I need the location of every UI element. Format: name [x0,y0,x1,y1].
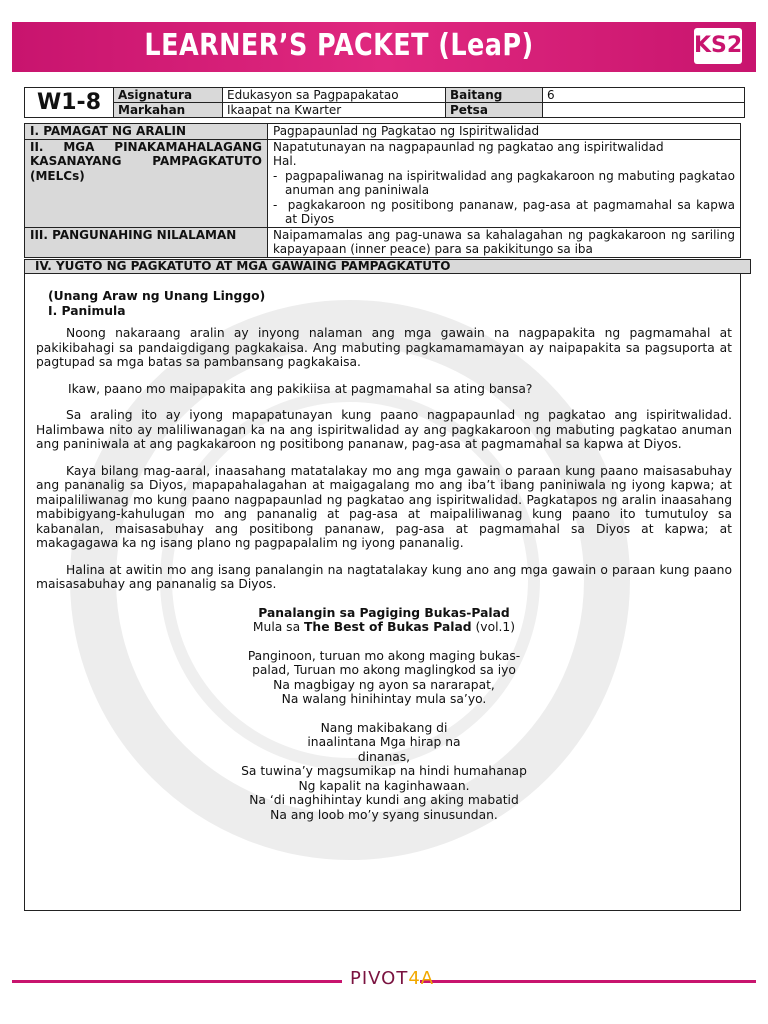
week-code: W1-8 [25,88,114,118]
stanza-2-line: Nang makibakang di [320,720,448,735]
melc-item: - pagkakaroon ng positibong pananaw, pag-asa at pagmamahal sa kapwa at Diyos [273,198,735,227]
melc-item: - pagpapaliwanag na ispiritwalidad ang pagkakaroon ng mabuting pagkatao anuman ang paniniwala [273,169,735,198]
stanza-2-line: dinanas, [357,749,411,764]
packet-title: LEARNER’S PACKET (LeaP) [144,28,534,63]
stanza-1-line: Panginoon, turuan mo akong maging bukas- [247,648,521,663]
paragraph-2: Ikaw, paano mo maipapakita ang pakikiisa at pagmamahal sa ating bansa? [68,381,533,396]
ks-badge: KS2 [694,28,742,64]
baitang-label: Baitang [446,88,543,103]
section-iv-content [36,289,732,822]
petsa-label: Petsa [446,103,543,118]
melc-label-text: II. MGA PINAKAMAHALAGANG KASANAYANG PAMPAGKATUTO (MELCs) [30,139,262,183]
footer-line-left [12,980,342,983]
pivot-logo [350,968,435,989]
source-title: The Best of Bukas Palad [304,620,472,634]
asignatura-label: Asignatura [114,88,223,103]
nilalaman-label: III. PANGUNAHING NILALAMAN [25,227,268,257]
footer-line-right [420,980,756,983]
asignatura-value: Edukasyon sa Pagpapakatao [223,88,446,103]
section-iv-heading: IV. YUGTO NG PAGKATUTO AT MGA GAWAING PAMPAGKATUTO [24,259,751,274]
markahan-label: Markahan [114,103,223,118]
paragraph-4: Kaya bilang mag-aaral, inaasahang matatalakay mo ang mga gawain o paraan kung paano maisasabuhay ang pananalig sa Diyos, mapapahalagahan at maigagalang mo ang iba’t ibang paniniwala ng iyong kapwa; at maipaliliwanag mo kung paano nagpapaunlad ng pagkatao ang ispiritwalidad. Pagkatapos ng aralin inaasahang mabibigyang-kahulugan mo ang pananalig at pag-asa at maipaliliwanag kung paano ito tumutuloy sa kabanalan, maisasabuhay ang positibong pananaw, pag-asa at pagmamahal sa Diyos at kapwa; at makagagawa ka ng isang plano ng pagpapalalim ng iyong pananalig. [36,463,732,550]
paragraph-3: Sa araling ito ay iyong mapapatunayan kung paano nagpapaunlad ng pagkatao ang ispiritwalidad. Halimbawa nito ay maliliwanagan ka na ang ispiritwalidad ay ang pagkakaroon ng mabuting pagkatao anuman ang paniniwala at ang pagkakaroon ng positibong pananaw, pag-asa at pagmamahal sa kapwa at Diyos. [36,408,732,451]
markahan-value: Ikaapat na Kwarter [223,103,446,118]
pamagat-label: I. PAMAGAT NG ARALIN [25,124,268,140]
stanza-1-line: palad, Turuan mo akong maglingkod sa iyo [252,663,516,677]
melc-label [25,139,268,227]
paragraph-5: Halina at awitin mo ang isang panalangin na nagtatalakay kung ano ang mga gawain o paraan kung paano maisasabuhay ang pananalig sa Diyos. [36,562,732,591]
petsa-value [543,103,745,118]
lesson-table [24,123,741,258]
pamagat-value: Pagpapaunlad ng Pagkatao ng Ispiritwalidad [268,124,741,140]
melc-value [268,139,741,227]
pivot-logo-text: PIVOT [350,968,409,989]
stanza-2-line: inaalintana Mga hirap na [307,735,461,749]
nilalaman-value: Naipamamalas ang pag-unawa sa kahalagahan ng pagkakaroon ng sariling kapayapaan (inner peace) para sa pakikitungo sa iba [268,227,741,257]
stanza-1-line: Na magbigay ng ayon sa nararapat, [273,677,495,692]
song-source [36,620,732,635]
day-label: (Unang Araw ng Unang Linggo) [48,289,266,303]
stanza-2-line: Na ‘di naghihintay kundi ang aking mabatid [249,793,519,807]
source-suffix: (vol.1) [471,620,516,634]
paragraph-1: Noong nakaraang aralin ay inyong nalaman ang mga gawain na nagpapakita ng pagmamahal at pakikibahagi sa pandaigdigang pagkakaisa. Ang mabuting pagkamamamayan ay naipapakita sa pagsuporta at pagtupad sa mga batas sa pambansang pagkakaisa. [36,326,732,369]
part-title: I. Panimula [48,303,126,318]
melc-list [273,169,735,227]
melc-intro: Napatutunayan na nagpapaunlad ng pagkatao ang ispiritwalidad [273,139,664,154]
stanza-2-line: Ng kapalit na kaginhawaan. [298,778,470,793]
stanza-2-line: Na ang loob mo’y syang sinusundan. [270,807,498,822]
song-title: Panalangin sa Pagiging Bukas-Palad [258,605,510,620]
pivot-logo-accent: 4A [408,968,435,989]
info-table [24,87,745,118]
melc-hal: Hal. [273,154,297,168]
stanza-1-line: Na walang hinihintay mula sa’yo. [281,692,487,706]
stanza-2-line: Sa tuwina’y magsumikap na hindi humahanap [241,764,527,778]
header-banner [12,22,756,72]
baitang-value: 6 [543,88,745,103]
source-prefix: Mula sa [252,620,305,634]
